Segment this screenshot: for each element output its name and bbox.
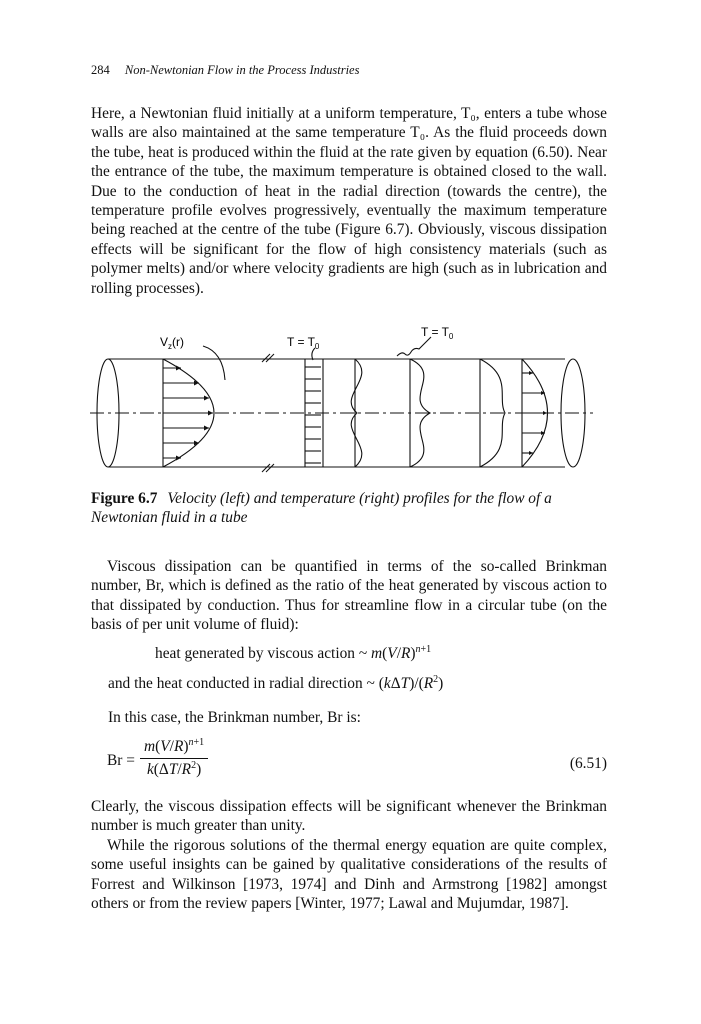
page-number: 284 — [91, 63, 110, 77]
brinkman-lhs: Br = — [107, 752, 135, 769]
temp-uniform-arrows — [305, 367, 321, 463]
brinkman-fraction — [140, 738, 208, 779]
paragraph-intro: Here, a Newtonian fluid initially at a uniform temperature, T₀, enters a tube whose walls are also maintained at the same temperature T₀. As the fluid proceeds down the tube, heat is produced within the fluid at the rate given by equation (6.50). Near the entrance of the tube, the maximum temperature is obtained closed to the wall. Due to the conduction of heat in the radial direction (towards the centre), the temperature profile evolves progressively, eventually the maximum temperature being reached at the centre of the tube (Figure 6.7). Obviously, viscous dissipation effects will be significant for the flow of high consistency materials (such as polymer melts) and/or where velocity gradients are high (such as in lubrication and rolling processes). — [91, 105, 607, 297]
equation-number: (6.51) — [569, 755, 607, 772]
label-t-top: $T = T_0$ — [421, 325, 454, 341]
label-t-mid: $T = T_0$ — [287, 335, 320, 351]
running-title: Non-Newtonian Flow in the Process Industries — [124, 63, 360, 77]
in-this-case-line: In this case, the Brinkman number, Br is: — [108, 709, 361, 726]
velocity-arrows — [163, 368, 213, 458]
paragraph-brinkman: Viscous dissipation can be quantified in terms of the so-called Brinkman number, Br, which is defined as the ratio of the heat generated by viscous action to that dissipated by conduction. Thus for streamline flow in a circular tube (on the basis of per unit volume of fluid): — [91, 558, 607, 634]
brinkman-denominator: $k(\Delta T/R^2)$ — [146, 760, 202, 778]
fraction-bar — [140, 758, 208, 759]
figure-label: Figure 6.7 — [91, 490, 158, 507]
figure-6-7-diagram — [85, 318, 595, 478]
brinkman-numerator: $m(V/R)^{n+1}$ — [144, 737, 205, 755]
figure-caption-text: Velocity (left) and temperature (right) profiles for the flow of a Newtonian fluid in a tube — [91, 490, 552, 527]
equation-heat-conducted: and the heat conducted in radial direction ~ $(k\Delta T)/(R^2)$ — [108, 674, 444, 692]
paragraph-clearly: Clearly, the viscous dissipation effects will be significant whenever the Brinkman number is much greater than unity. — [91, 798, 607, 835]
label-vz: $V_z(r)$ — [160, 335, 185, 351]
running-header — [91, 63, 359, 78]
equation-heat-generated: heat generated by viscous action ~ $m(V/R)^{n+1}$ — [155, 644, 432, 662]
figure-caption — [91, 489, 607, 528]
paragraph-rigorous: While the rigorous solutions of the thermal energy equation are quite complex, some useful insights can be gained by qualitative considerations of the results of Forrest and Wilkinson [1973, 1974] and Dinh and Armstrong [1982] amongst others or from the review papers [Winter, 1977; Lawal and Mujumdar, 1987]. — [91, 837, 607, 913]
